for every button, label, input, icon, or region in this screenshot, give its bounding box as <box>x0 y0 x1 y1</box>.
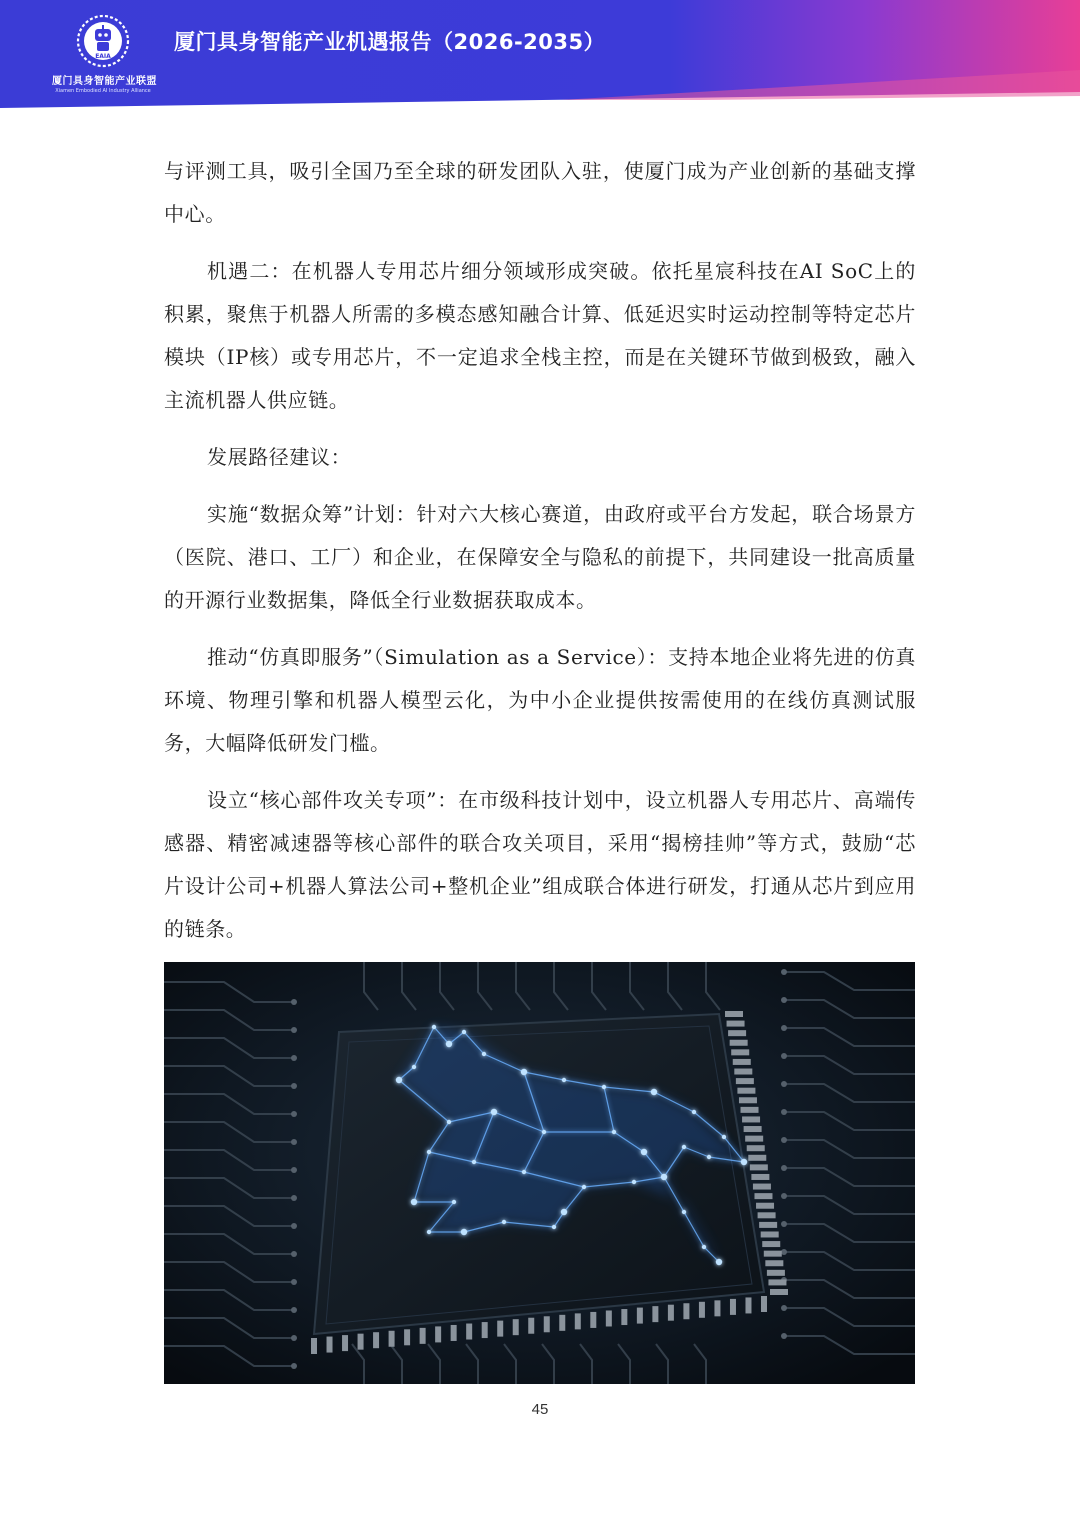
page-header <box>0 0 1080 112</box>
paragraph-data-crowdfunding: 实施“数据众筹”计划：针对六大核心赛道，由政府或平台方发起，联合场景方（医院、港口、工厂）和企业，在保障安全与隐私的前提下，共同建设一批高质量的开源行业数据集，降低全行业数据获取成本。 <box>164 502 916 612</box>
paragraph-path-heading: 发展路径建议： <box>207 445 352 469</box>
page-number: 45 <box>531 1401 549 1418</box>
header-band <box>0 0 1080 112</box>
paragraph-core-components: 设立“核心部件攻关专项”：在市级科技计划中，设立机器人专用芯片、高端传感器、精密减速器等核心部件的联合攻关项目，采用“揭榜挂帅”等方式，鼓励“芯片设计公司+机器人算法公司+整机企业”组成联合体进行研发，打通从芯片到应用的链条。 <box>164 788 916 941</box>
logo-name-en: Xiamen Embodied AI Industry Alliance <box>55 88 151 94</box>
report-title: 厦门具身智能产业机遇报告（2026-2035） <box>174 30 606 54</box>
robot-logo-icon <box>76 14 130 68</box>
paragraph-opportunity-two: 机遇二：在机器人专用芯片细分领域形成突破。依托星宸科技在AI SoC上的积累，聚焦于机器人所需的多模态感知融合计算、低延迟实时运动控制等特定芯片模块（IP核）或专用芯片，不一定追求全栈主控，而是在关键环节做到极致，融入主流机器人供应链。 <box>164 259 916 412</box>
horse-chip-illustration <box>164 962 915 1384</box>
alliance-logo <box>52 8 157 98</box>
body-text <box>164 150 916 965</box>
horse-chip-icon <box>164 962 915 1384</box>
paragraph-continuation: 与评测工具，吸引全国乃至全球的研发团队入驻，使厦门成为产业创新的基础支撑中心。 <box>164 159 916 226</box>
logo-name-cn: 厦门具身智能产业联盟 <box>52 76 157 87</box>
paragraph-simulation-service: 推动“仿真即服务”（Simulation as a Service）：支持本地企业将先进的仿真环境、物理引擎和机器人模型云化，为中小企业提供按需使用的在线仿真测试服务，大幅降低研发门槛。 <box>164 645 916 755</box>
svg-text:EAIA: EAIA <box>95 53 111 60</box>
